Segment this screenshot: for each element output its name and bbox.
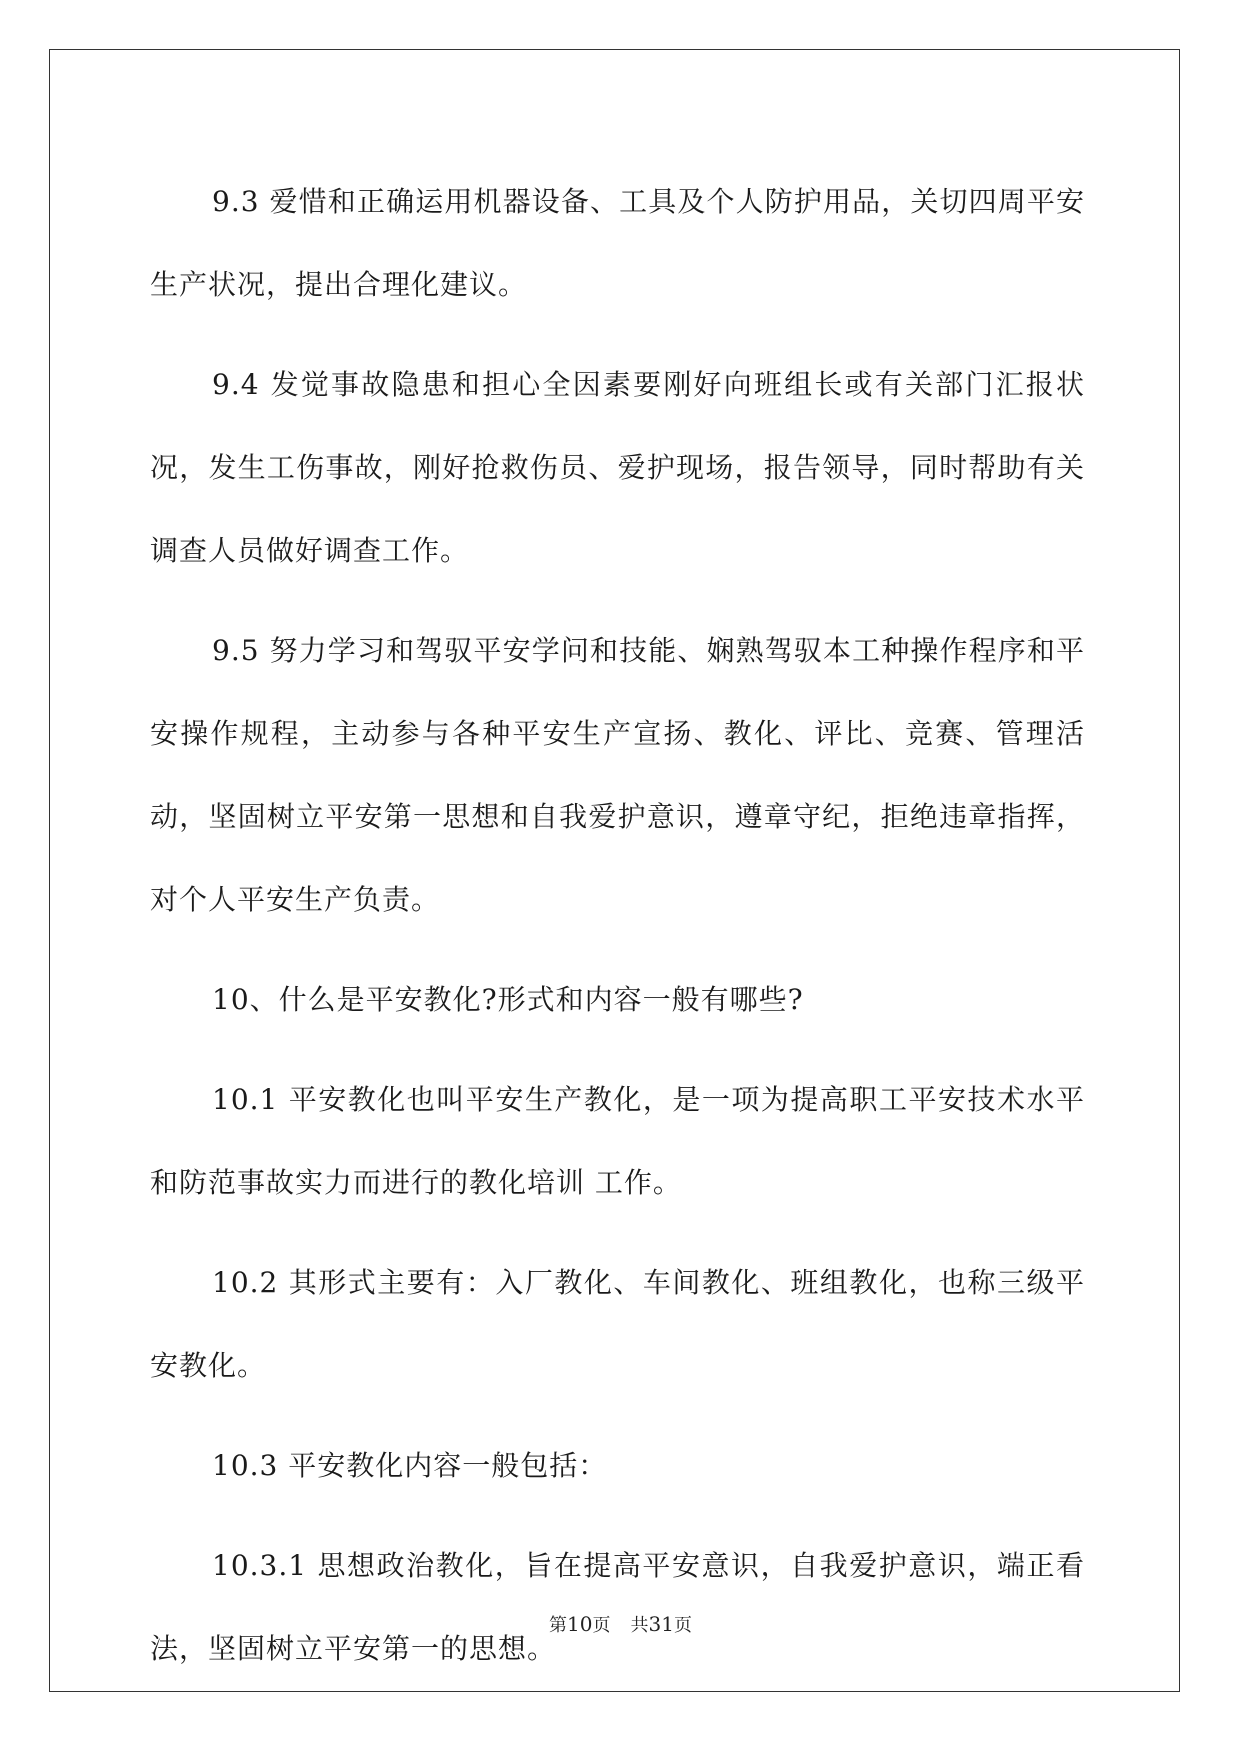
total-pages-number: 31 bbox=[648, 1612, 674, 1636]
paragraph-9-5: 9.5 努力学习和驾驭平安学问和技能、娴熟驾驭本工种操作程序和平安操作规程，主动参与各种平安生产宣扬、教化、评比、竞赛、管理活动，坚固树立平安第一思想和自我爱护意识，遵章守纪，拒绝违章指挥，对个人平安生产负责。 bbox=[150, 634, 1085, 916]
heading-question-10: 10、什么是平安教化?形式和内容一般有哪些? bbox=[212, 983, 804, 1016]
paragraph-9-3: 9.3 爱惜和正确运用机器设备、工具及个人防护用品，关切四周平安生产状况，提出合理化建议。 bbox=[150, 185, 1085, 301]
page-footer bbox=[0, 1612, 1241, 1638]
document-body bbox=[150, 160, 1085, 1707]
current-page-number: 10 bbox=[567, 1612, 593, 1636]
page-suffix: 页 bbox=[592, 1615, 611, 1636]
total-suffix: 页 bbox=[673, 1615, 692, 1636]
total-prefix: 共 bbox=[630, 1615, 649, 1636]
page-prefix: 第 bbox=[549, 1615, 568, 1636]
paragraph-10-2: 10.2 其形式主要有：入厂教化、车间教化、班组教化，也称三级平安教化。 bbox=[150, 1266, 1085, 1382]
paragraph-10-1: 10.1 平安教化也叫平安生产教化，是一项为提高职工平安技术水平和防范事故实力而进行的教化培训 工作。 bbox=[150, 1083, 1085, 1199]
paragraph-9-4: 9.4 发觉事故隐患和担心全因素要刚好向班组长或有关部门汇报状况，发生工伤事故，刚好抢救伤员、爱护现场，报告领导，同时帮助有关调查人员做好调查工作。 bbox=[150, 368, 1085, 567]
paragraph-10-3: 10.3 平安教化内容一般包括： bbox=[212, 1449, 608, 1482]
paragraph-10-3-1: 10.3.1 思想政治教化，旨在提高平安意识，自我爱护意识，端正看法，坚固树立平安第一的思想。 bbox=[150, 1549, 1085, 1665]
